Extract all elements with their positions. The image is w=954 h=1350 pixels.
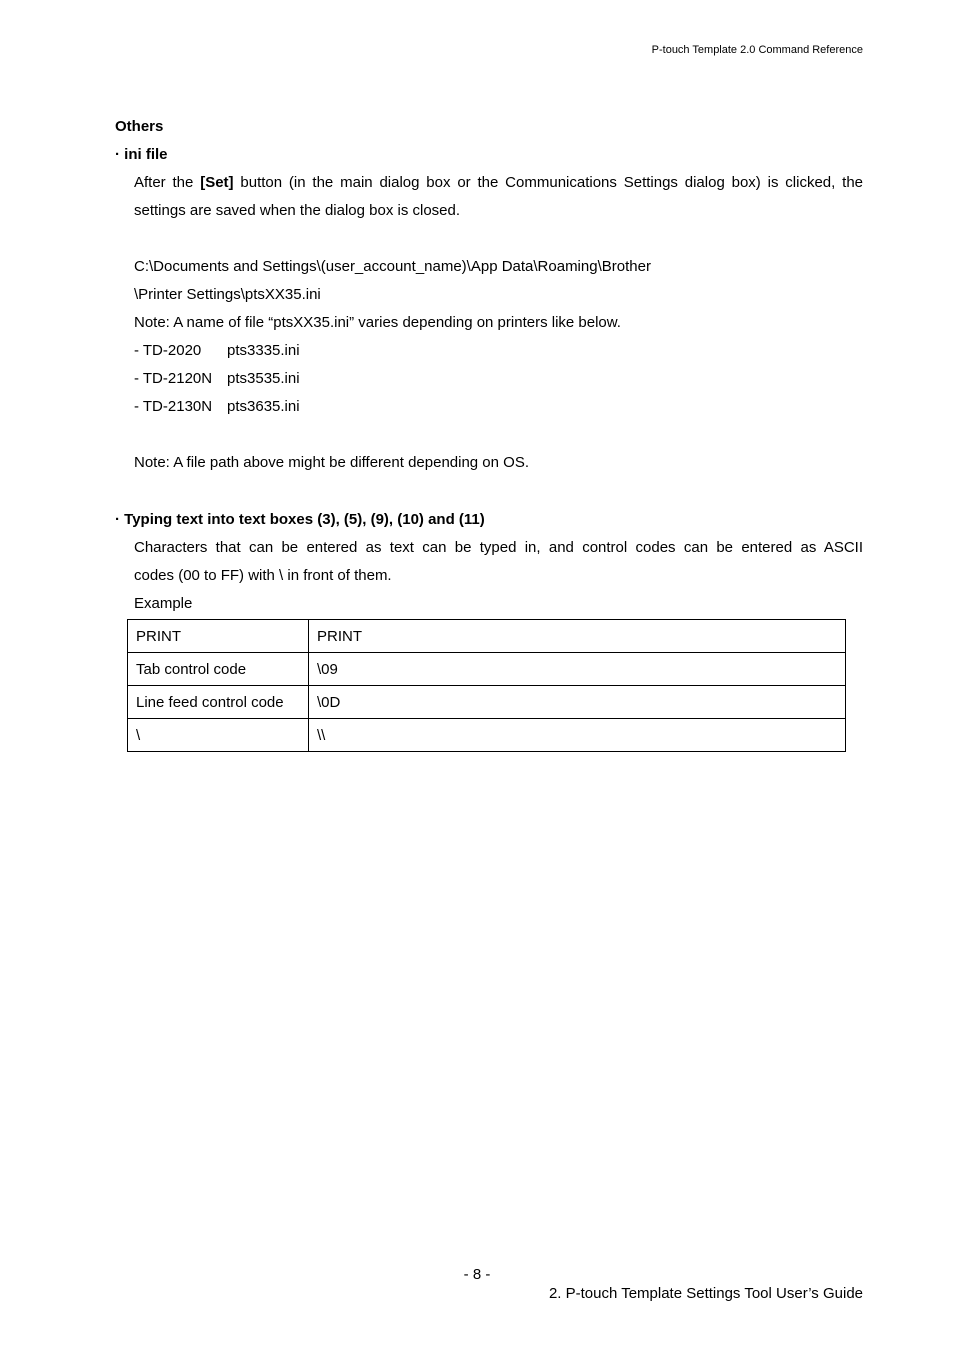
model-item <box>115 337 863 365</box>
typing-paragraph-line-2: codes (00 to FF) with \ in front of them. <box>134 567 392 584</box>
model-file: pts3635.ini <box>227 398 300 415</box>
ini-path-line-1: C:\Documents and Settings\(user_account_name)\App Data\Roaming\Brother <box>134 258 651 275</box>
example-label: Example <box>134 595 193 612</box>
table-row <box>128 620 846 653</box>
model-name: - TD-2130N <box>134 398 213 415</box>
table-row <box>128 686 846 719</box>
page-number: - 8 - <box>463 1266 491 1283</box>
section-title: Others <box>115 118 164 135</box>
table-cell: Line feed control code <box>128 686 309 719</box>
text-fragment: After the <box>134 174 201 191</box>
model-name: - TD-2020 <box>134 342 202 359</box>
set-button-reference: [Set] <box>200 174 234 191</box>
ini-note-filename: Note: A name of file “ptsXX35.ini” varies depending on printers like below. <box>134 314 621 331</box>
running-header: P-touch Template 2.0 Command Reference <box>651 44 863 56</box>
table-cell: \\ <box>309 719 846 752</box>
model-file: pts3535.ini <box>227 370 300 387</box>
model-file: pts3335.ini <box>227 342 300 359</box>
table-cell: \0D <box>309 686 846 719</box>
model-item <box>115 365 863 393</box>
table-cell: Tab control code <box>128 653 309 686</box>
page-content <box>115 113 863 618</box>
typing-paragraph-line-1: Characters that can be entered as text can be typed in, and control codes can be entered as ASCII <box>134 539 863 556</box>
example-table <box>127 619 846 752</box>
spacer <box>115 421 863 449</box>
ini-path-line-2: \Printer Settings\ptsXX35.ini <box>134 286 321 303</box>
table-row <box>128 719 846 752</box>
table-cell: \09 <box>309 653 846 686</box>
spacer <box>115 477 863 506</box>
ini-file-paragraph-line-2: settings are saved when the dialog box is closed. <box>134 202 461 219</box>
table-row <box>128 653 846 686</box>
model-item <box>115 393 863 421</box>
ini-file-paragraph-line-1 <box>115 169 863 197</box>
ini-note-os: Note: A file path above might be different depending on OS. <box>134 454 530 471</box>
table-cell: PRINT <box>309 620 846 653</box>
text-fragment: button (in the main dialog box or the Communications Settings dialog box) is clicked, the <box>233 174 863 191</box>
ini-file-heading: · ini file <box>115 146 168 163</box>
table-cell: PRINT <box>128 620 309 653</box>
typing-heading: · Typing text into text boxes (3), (5), (9), (10) and (11) <box>115 511 485 528</box>
spacer <box>115 225 863 253</box>
footer-guide-title: 2. P-touch Template Settings Tool User’s Guide <box>548 1285 863 1302</box>
table-cell: \ <box>128 719 309 752</box>
model-name: - TD-2120N <box>134 370 213 387</box>
